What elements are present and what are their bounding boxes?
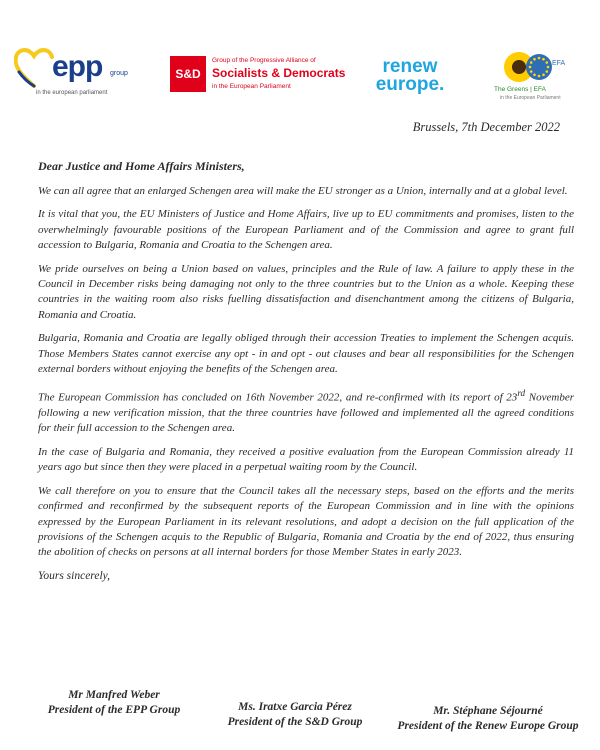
renew-line-2: europe. xyxy=(375,74,445,95)
greens-subtitle: in the European Parliament xyxy=(500,95,561,101)
closing: Yours sincerely, xyxy=(38,569,110,582)
eu-stars-icon xyxy=(526,54,552,80)
signatory-name: Mr. Stéphane Séjourné xyxy=(433,705,543,717)
epp-group-label: group xyxy=(110,70,128,77)
ordinal-suffix: rd xyxy=(517,387,526,398)
renew-europe-logo xyxy=(370,58,450,94)
epp-subtitle: in the european parliament xyxy=(36,90,108,96)
signatory-title: President of the Renew Europe Group xyxy=(397,720,579,732)
paragraph-7: We call therefore on you to ensure that the Council takes all the necessary steps, based on the efforts and the merits confirmed and reconfirmed by the subsequent reports of the European Commission and in line with the opinions expressed by the European Parliament in its relevant resolutions, and adopt a decision on the full application of the provisions of the Schengen acquis to the Republic of Bulgaria, Romania and Croatia by the end of 2022, thus ensuring the abolition of checks on persons at all internal borders for those Member States in early 2023. xyxy=(38,485,574,559)
renew-line-1: renew xyxy=(382,56,438,77)
signatory-epp xyxy=(34,688,194,718)
paragraph-5-start: The European Commission has concluded on 16th November 2022, and re-confirmed with its report of 23 xyxy=(38,391,518,404)
epp-logo xyxy=(14,46,132,102)
signature-block xyxy=(0,688,600,748)
signatory-title: President of the S&D Group xyxy=(227,716,363,728)
paragraph-5-end: November following a new verification mission, that the three countries have followed and implemented all the agreed conditions for their full accession to the Schengen area. xyxy=(38,391,574,435)
epp-wordmark: epp xyxy=(52,50,103,83)
logo-row xyxy=(0,0,600,110)
letter-date: Brussels, 7th December 2022 xyxy=(412,120,560,134)
paragraph-3: We pride ourselves on being a Union based on values, principles and the Rule of law. A failure to apply these in the Council in December risks being damaging not only to the three countries but to the Union as a whole. Keeping these countries in the waiting room also risks fuelling dissatisfaction and disenchantment among the citizens of Bulgaria, Romania and Croatia. xyxy=(38,262,574,321)
paragraph-1: We can all agree that an enlarged Schengen area will make the EU stronger as a Union, internally and at a global level. xyxy=(38,184,568,197)
greens-efa-logo xyxy=(490,48,580,104)
paragraph-2: It is vital that you, the EU Ministers of Justice and Home Affairs, live up to EU commitments and promises, listen to the overwhelmingly favourable positions of the European Parliament and of the Commission and agree to grant full accession to Bulgaria, Romania and Croatia to the Schengen area. xyxy=(38,208,574,251)
epp-heart-icon xyxy=(14,46,54,90)
signatory-name: Ms. Iratxe Garcia Pérez xyxy=(238,701,352,713)
sd-line-3: in the European Parliament xyxy=(212,83,291,90)
signatory-renew xyxy=(388,704,588,734)
sd-box: S&D xyxy=(170,56,206,92)
paragraph-6: In the case of Bulgaria and Romania, they received a positive evaluation from the European Commission already 11 years ago but since then they were placed in a perpetual waiting room by the Council. xyxy=(38,445,574,474)
stars-ring-icon xyxy=(526,54,552,80)
greens-name: The Greens | EFA xyxy=(494,86,546,93)
paragraph-4: Bulgaria, Romania and Croatia are legally obliged through their accession Treaties to implement the Schengen acquis. Those Members States cannot exercise any opt - in and opt - out clauses and bear all responsibilities for the Schengen external borders without enjoying the benefits of the Schengen area. xyxy=(38,332,574,376)
letter-body xyxy=(38,120,574,584)
efa-label: EFA xyxy=(552,60,566,67)
signatory-sd xyxy=(210,700,380,730)
sd-logo xyxy=(170,56,380,96)
salutation: Dear Justice and Home Affairs Ministers, xyxy=(38,159,245,174)
sd-line-1: Group of the Progressive Alliance of xyxy=(212,57,316,64)
signatory-name: Mr Manfred Weber xyxy=(68,689,160,701)
paragraph-5 xyxy=(38,386,574,437)
sd-line-2: Socialists & Democrats xyxy=(212,66,346,80)
signatory-title: President of the EPP Group xyxy=(47,704,181,716)
